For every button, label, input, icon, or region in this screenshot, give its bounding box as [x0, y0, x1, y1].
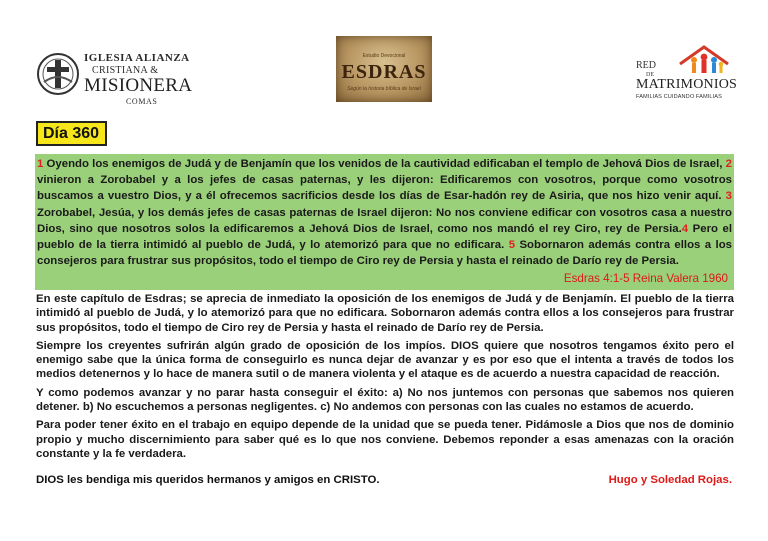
- paragraph: En este capítulo de Esdras; se aprecia de inmediato la oposición de los enemigos de Judá y de Benjamín. El pueblo de la tierra intimidó al pueblo de Judá, y lo atemorizó para que no edificara. Sobornaron además contra ellos a los consejeros para frustrar sus propósitos, todo el tiempo de Ciro rey de Persia y hasta el reinado de Darío rey de Persia.: [36, 293, 734, 334]
- esdras-logo-title: ESDRAS: [341, 61, 427, 83]
- verse-number: 2: [725, 158, 732, 170]
- paragraph: Para poder tener éxito en el trabajo en equipo depende de la unidad que se pueda tener. Pidámosle a Dios que nos de dominio propio y mucho discernimiento para saber qué es lo que nos conviene. Debemos reponder a esas amenazas con la oración constante y la fe verdadera.: [36, 419, 734, 460]
- network-subtitle: FAMILIAS CUIDANDO FAMILIAS: [636, 94, 722, 100]
- verse-number: 1: [37, 158, 44, 170]
- scripture-box: [35, 154, 734, 290]
- author-signature: Hugo y Soledad Rojas.: [608, 474, 732, 486]
- church-name-line4: COMAS: [126, 97, 158, 106]
- paragraph: Y como podemos avanzar y no parar hasta conseguir el éxito: a) No nos juntemos con personas que sabemos nos quieren detener. b) No escuchemos a personas negligentes. c) No andemos con personas con las cuales no estamos de acuerdo.: [36, 386, 734, 414]
- network-red-text: RED: [636, 60, 656, 71]
- scripture-reference: Esdras 4:1-5 Reina Valera 1960: [563, 272, 728, 285]
- verse-text: Oyendo los enemigos de Judá y de Benjamín que los venidos de la cautividad edificaban el templo de Jehová Dios de Israel,: [43, 158, 726, 170]
- day-label: Día 360: [36, 121, 107, 146]
- verse-text: Pero el pueblo de la tierra intimidó al pueblo de Judá, y lo atemorizó para que no edificara.: [37, 222, 732, 252]
- verse-number: 5: [508, 239, 516, 252]
- church-logo: [36, 44, 193, 110]
- verse-text: Zorobabel, Jesúa, y los demás jefes de casas paternas de Israel dijeron: No nos conviene edificar con vosotros casa a nuestro Dios, sino que nosotros solos la edificaremos a Jehová Dios de Israel, como nos mandó el rey Ciro, rey de Persia.: [37, 206, 732, 235]
- closing-line: [36, 474, 734, 486]
- verse-text: vinieron a Zorobabel y a los jefes de casas paternas, y les dijeron: Edificaremos con vosotros, porque como vosotros buscamos a vuestro Dios, y a él ofrecemos sacrificios desde los días de Esar-hadón rey de Asiria, que nos hizo venir aquí.: [37, 174, 732, 203]
- network-de-text: DE: [646, 72, 654, 78]
- verse-number: 4: [681, 222, 689, 235]
- network-title: MATRIMONIOS: [636, 77, 737, 92]
- esdras-logo-small-text: Estudio Devocional: [362, 53, 406, 59]
- verse-text: Sobornaron además contra ellos a los consejeros para frustrar sus propósitos, todo el tiempo de Ciro rey de Persia y hasta el reinado de Darío rey de Persia.: [37, 239, 732, 268]
- family-house-icon: [674, 44, 734, 78]
- paragraph: Siempre los creyentes sufrirán algún grado de oposición de los impíos. DIOS quiere que nosotros tengamos éxito pero el enemigo sabe que la única forma de conseguirlo es nunca dejar de avanzar y es por eso que el intenta a través de todos los medios detenernos y lo hace de manera sutil o de manera violenta y el ataque es de acuerdo a nuestra capacidad de reacción.: [36, 339, 734, 381]
- church-emblem-icon: [36, 52, 80, 96]
- esdras-study-logo: [336, 36, 432, 102]
- esdras-logo-tagline: Según la historia bíblica de Israel: [347, 86, 421, 92]
- marriage-network-logo: [636, 44, 736, 106]
- closing-blessing: DIOS les bendiga mis queridos hermanos y amigos en CRISTO.: [36, 474, 380, 486]
- header-logos: [0, 0, 768, 120]
- church-name-line1: IGLESIA ALIANZA: [84, 52, 190, 64]
- scripture-text: [37, 156, 732, 269]
- verse-number: 3: [725, 190, 732, 203]
- church-name-line2: CRISTIANA &: [92, 65, 159, 76]
- church-name-line3: MISIONERA: [84, 75, 193, 96]
- devotional-body: [36, 292, 734, 465]
